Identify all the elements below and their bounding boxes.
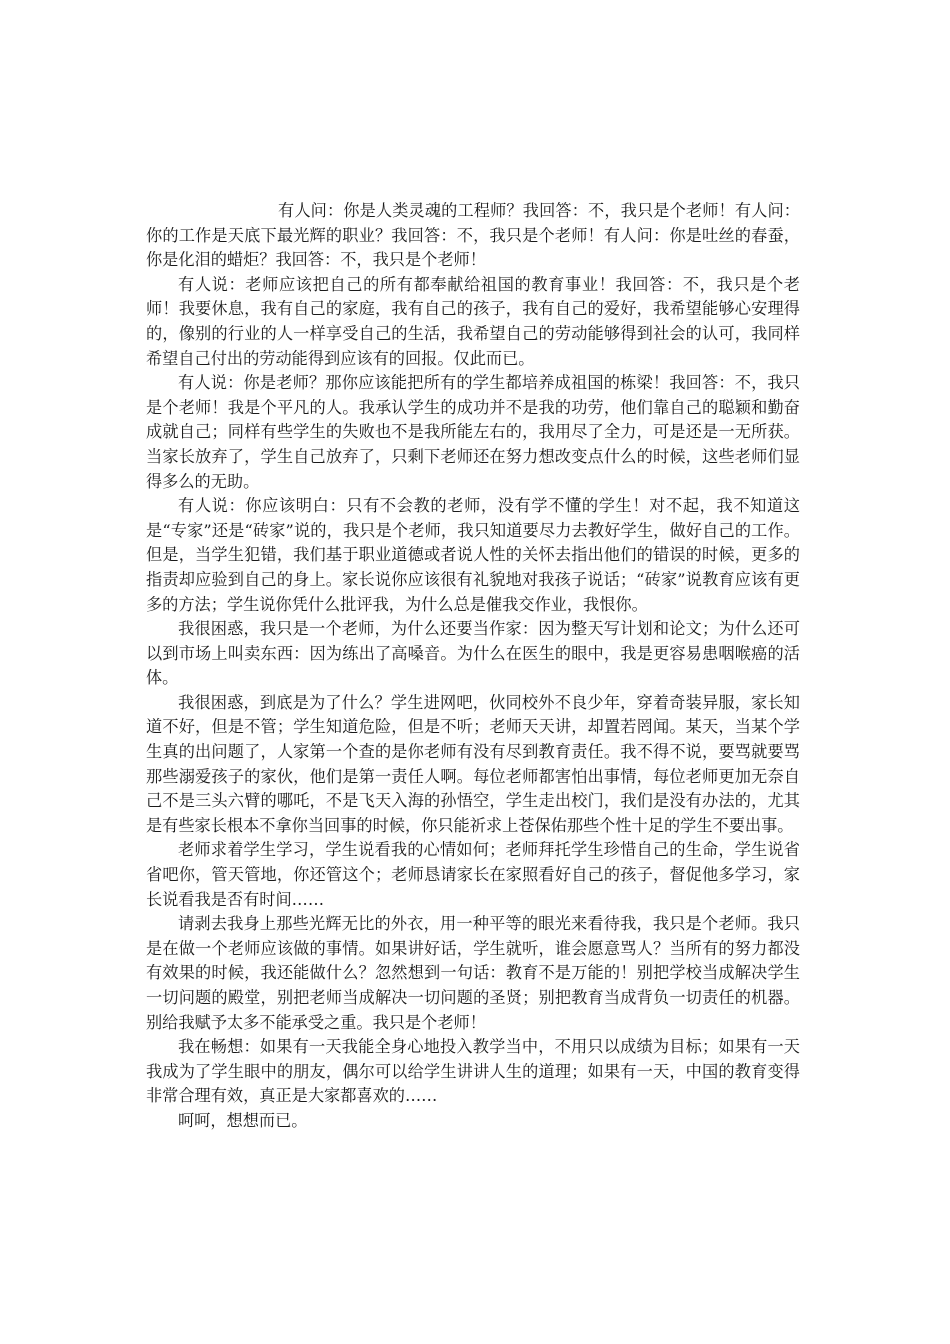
paragraph-2: 有人说：老师应该把自己的所有都奉献给祖国的教育事业！我回答：不，我只是个老师！我要休息，我有自己的家庭，我有自己的孩子，我有自己的爱好，我希望能够心安理得的，像别的行业的人一样享受自己的生活，我希望自己的劳动能够得到社会的认可，我同样希望自己付出的劳动能得到应该有的回报。仅此而已。 <box>146 274 800 368</box>
paragraph-8: 请剥去我身上那些光辉无比的外衣，用一种平等的眼光来看待我，我只是个老师。我只是在做一个老师应该做的事情。如果讲好话，学生就听，谁会愿意骂人？当所有的努力都没有效果的时候，我还能做什么？忽然想到一句话：教育不是万能的！别把学校当成解决学生一切问题的殿堂，别把老师当成解决一切问题的圣贤；别把教育当成背负一切责任的机器。别给我赋予太多不能承受之重。我只是个老师！ <box>146 914 800 1032</box>
paragraph-4: 有人说：你应该明白：只有不会教的老师，没有学不懂的学生！对不起，我不知道这是“专家”还是“砖家”说的，我只是个老师，我只知道要尽力去教好学生，做好自己的工作。但是，当学生犯错，我们基于职业道德或者说人性的关怀去指出他们的错误的时候，更多的指责却应验到自己的身上。家长说你应该很有礼貌地对我孩子说话；“砖家”说教育应该有更多的方法；学生说你凭什么批评我，为什么总是催我交作业，我恨你。 <box>146 496 800 614</box>
paragraph-6: 我很困惑，到底是为了什么？学生进网吧，伙同校外不良少年，穿着奇装异服，家长知道不好，但是不管；学生知道危险，但是不听；老师天天讲，却置若罔闻。某天，当某个学生真的出问题了，人家第一个查的是你老师有没有尽到教育责任。我不得不说，要骂就要骂那些溺爱孩子的家伙，他们是第一责任人啊。每位老师都害怕出事情，每位老师更加无奈自己不是三头六臂的哪吒，不是飞天入海的孙悟空，学生走出校门，我们是没有办法的，尤其是有些家长根本不拿你当回事的时候，你只能祈求上苍保佑那些个性十足的学生不要出事。 <box>146 692 800 835</box>
paragraph-3: 有人说：你是老师？那你应该能把所有的学生都培养成祖国的栋梁！我回答：不，我只是个老师！我是个平凡的人。我承认学生的成功并不是我的功劳，他们靠自己的聪颖和勤奋成就自己；同样有些学生的失败也不是我所能左右的，我用尽了全力，可是还是一无所获。当家长放弃了，学生自己放弃了，只剩下老师还在努力想改变点什么的时候，这些老师们显得多么的无助。 <box>146 373 800 491</box>
paragraph-1: 有人问：你是人类灵魂的工程师？我回答：不，我只是个老师！有人问：你的工作是天底下最光辉的职业？我回答：不，我只是个老师！有人问：你是吐丝的春蚕，你是化泪的蜡炬？我回答：不，我只是个老师！ <box>146 201 800 270</box>
paragraph-7: 老师求着学生学习，学生说看我的心情如何；老师拜托学生珍惜自己的生命，学生说省省吧你，管天管地，你还管这个；老师恳请家长在家照看好自己的孩子，督促他多学习，家长说看我是否有时间…… <box>146 840 800 909</box>
article-body <box>146 199 800 1134</box>
paragraph-5: 我很困惑，我只是一个老师，为什么还要当作家：因为整天写计划和论文；为什么还可以到市场上叫卖东西：因为练出了高嗓音。为什么在医生的眼中，我是更容易患咽喉癌的活体。 <box>146 619 800 688</box>
paragraph-9: 我在畅想：如果有一天我能全身心地投入教学当中，不用只以成绩为目标；如果有一天我成为了学生眼中的朋友，偶尔可以给学生讲讲人生的道理；如果有一天，中国的教育变得非常合理有效，真正是大家都喜欢的…… <box>146 1037 800 1106</box>
paragraph-10: 呵呵，想想而已。 <box>178 1110 308 1130</box>
